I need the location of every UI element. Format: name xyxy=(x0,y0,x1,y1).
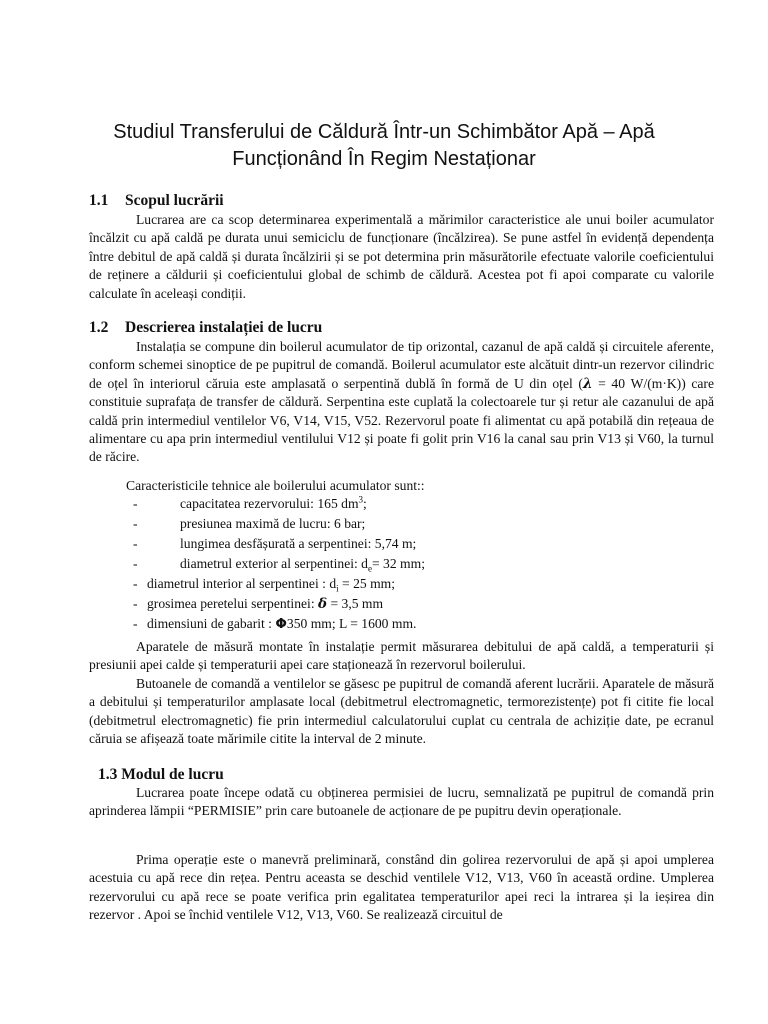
paragraph-procedure-start xyxy=(89,784,714,821)
section-heading-procedure xyxy=(98,765,224,785)
section-number: 1.2 xyxy=(89,319,109,336)
section-heading-scope xyxy=(89,191,224,211)
paragraph-text: Instalația se compune din boilerul acumulator de tip orizontal, cazanul de apă caldă și circuitele aferente, conform schemei sinoptice de pe pupitrul de comandă. Boilerul acumulator este alcătuit dintr-un rezervor cilindric de oțel în interiorul căruia este amplasată o serpentină dublă în formă de U din oțel ( xyxy=(89,339,714,391)
delta-symbol: δ xyxy=(318,596,328,612)
list-item: - diametrul exterior al serpentinei: $d_e= 32$ mm; xyxy=(133,556,425,574)
section-title: Descrierea instalației de lucru xyxy=(125,319,323,336)
paragraph-scope xyxy=(89,211,714,303)
list-item: - lungimea desfășurată a serpentinei: 5,74 m; xyxy=(133,536,417,551)
specs-list xyxy=(133,494,425,634)
section-number: 1.3 xyxy=(98,766,118,783)
paragraph-text: Butoanele de comandă a ventilelor se găsesc pe pupitrul de comandă aferent lucrării. Aparatele de măsură a debitului și temperaturilor amplasate local (debitmetrul electromagnetic, termorezistențe) pot fi citite fie local (debitmetrul electromagnetic) fie prin intermediul calculatorului cuplat cu centrala de achiziție date, pe ecranul căruia se afișează toate mărimile citite la interval de 2 minute. xyxy=(89,676,714,747)
list-item: - presiunea maximă de lucru: 6 bar; xyxy=(133,516,366,531)
list-item: - grosimea peretelui serpentinei: δ = 3,5 mm xyxy=(133,596,384,612)
lambda-symbol: λ xyxy=(582,375,593,392)
list-item: - diametrul interior al serpentinei : $d_i = 25$ mm; xyxy=(133,576,396,594)
title-line-2: Funcționând În Regim Nestaționar xyxy=(232,148,536,170)
phi-symbol: Φ xyxy=(275,616,287,632)
section-number: 1.1 xyxy=(89,192,109,209)
paragraph-procedure-first-step xyxy=(89,851,714,925)
document-title xyxy=(60,119,708,173)
specs-intro: Caracteristicile tehnice ale boilerului acumulator sunt:: xyxy=(126,478,425,493)
section-title: Modul de lucru xyxy=(121,766,224,783)
paragraph-installation xyxy=(89,338,714,467)
title-line-1: Studiul Transferului de Căldură Într-un Schimbător Apă – Apă xyxy=(113,121,655,143)
list-item: - dimensiuni de gabarit : Φ350 mm; L = 1600 mm. xyxy=(133,616,417,632)
paragraph-controls xyxy=(89,675,714,749)
paragraph-text: Lucrarea are ca scop determinarea experimentală a mărimilor caracteristice ale unui boiler acumulator încălzit cu apă caldă pe durata unui semiciclu de funcționare (încălzirea). Se pune astfel în evidență dependența între debitul de apă caldă și durata încălzirii și se pot determina prin măsurătorile efectuate valorile coeficientului de reținere a căldurii și coeficientului global de schimb de căldură. Acestea pot fi apoi comparate cu valorile calculate în aceleași condiții. xyxy=(89,212,714,301)
section-heading-installation xyxy=(89,318,322,338)
paragraph-text: Lucrarea poate începe odată cu obținerea permisiei de lucru, semnalizată pe pupitrul de comandă prin aprinderea lămpii “PERMISIE” prin care butoanele de acționare de pe pupitru devin operaționale. xyxy=(89,785,714,819)
paragraph-text: Aparatele de măsură montate în instalație permit măsurarea debitului de apă caldă, a temperaturii și presiunii apei calde și temperaturii apei care staționează în rezervorul boilerului. xyxy=(89,639,714,673)
section-title: Scopul lucrării xyxy=(125,192,224,209)
paragraph-text: Prima operație este o manevră preliminară, constând din golirea rezervorului de apă și apoi umplerea acestuia cu apă rece din rețea. Pentru aceasta se deschid ventilele V12, V13, V60 în această ordine. Umplerea rezervorului cu apă rece se poate verifica prin egalitatea temperaturilor apei reci la intrarea și la ieșirea din rezervor . Apoi se închid ventilele V12, V13, V60. Se realizează circuitul de xyxy=(89,852,714,923)
list-item: - capacitatea rezervorului: 165 $dm^3$; xyxy=(133,494,367,511)
paragraph-text: = 40 W/(m·K)) care constituie suprafața de transfer de căldură. Serpentina este cuplată la colectoarele tur și retur ale cazanului de apă caldă prin intermediul ventilelor V6, V14, V15, V52. Rezervorul poate fi alimentat cu apă potabilă din rețeaua de alimentare cu apa prin intermediul ventilului V12 și poate fi golit prin V16 la canal sau prin V13 și V60, la turnul de răcire. xyxy=(89,375,714,465)
paragraph-measurement xyxy=(89,638,714,675)
